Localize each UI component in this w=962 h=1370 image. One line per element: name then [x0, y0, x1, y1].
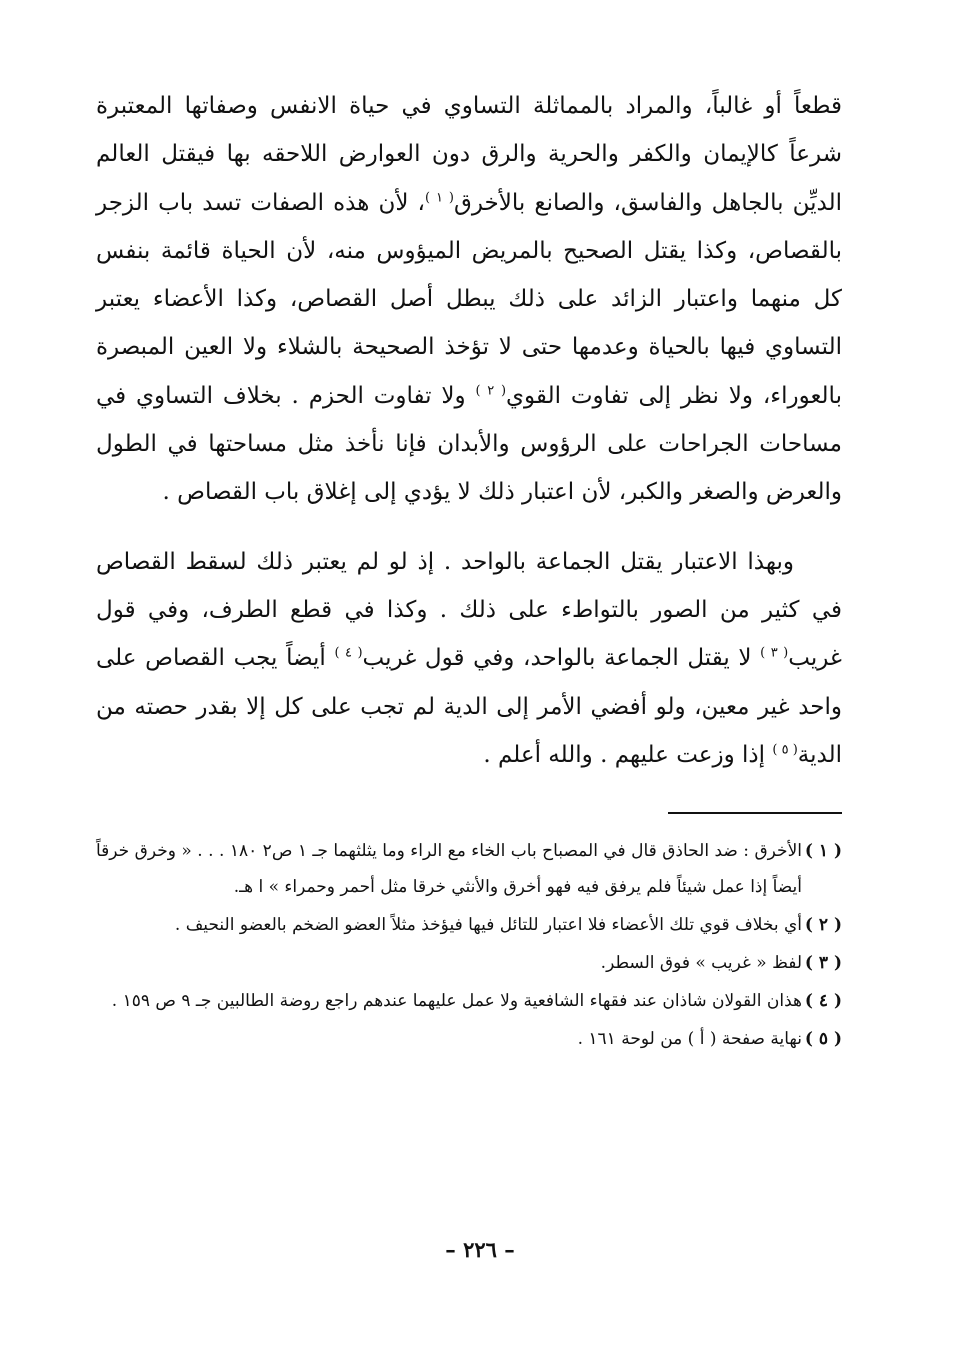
- footnotes: [96, 833, 842, 1059]
- paragraph-1-continued: ، لأن هذه الصفات تسد باب الزجر بالقصاص، وكذا يقتل الصحيح بالمريض الميؤوس منه، لأن الحياة قائمة بنفس كل منهما واعتبار الزائد على ذلك يبطل أصل القصاص، وكذا الأعضاء يعتبر التساوي فيها بالحياة وعدمها حتى لا تؤخذ الصحيحة بالشلاء ولا العين المبصرة بالعوراء، ولا نظر إلى تفاوت القوي: [96, 189, 842, 409]
- footnote-number: ( ٣ ): [804, 953, 842, 973]
- footnote-number: ( ١ ): [804, 841, 842, 861]
- footnote-number: ( ٤ ): [804, 991, 842, 1011]
- footnote-number: ( ٢ ): [804, 915, 842, 935]
- paragraph-2-continued: لا يقتل الجماعة بالواحد، وفي قول غريب: [362, 645, 761, 672]
- paragraph-1-text: قطعاً أو غالباً، والمراد بالمماثلة التساوي في حياة الانفس وصفاتها المعتبرة شرعاً كالإيمان والكفر والحرية والرق دون العوارض اللاحقه بها فيقتل العالم الديِّن بالجاهل والفاسق، والصانع بالأخرق: [96, 93, 842, 216]
- footnote-ref-5: ( ٥ ): [772, 742, 798, 758]
- footnote-text: الأخرق : ضد الحاذق قال في المصباح باب الخاء مع الراء وما يثلثهما جـ ١ ص٢ ١٨٠ . . . « وخرق خرقاً أيضاً إذا عمل شيئاً فلم يرفق فيه فهو أخرق والأنثي خرقا مثل أحمر وحمراء » ا هـ.: [96, 841, 802, 897]
- footnote-2: [96, 907, 842, 943]
- footnote-ref-2: ( ٢ ): [475, 383, 507, 399]
- footnote-number: ( ٥ ): [804, 1029, 842, 1049]
- footnote-text: لفظ « غريب » فوق السطر.: [600, 953, 802, 973]
- page-number: – ٢٢٦ –: [445, 1237, 515, 1262]
- footnote-text: هذان القولان شاذان عند فقهاء الشافعية ولا عمل عليهما عندهم راجع روضة الطالبين جـ ٩ ص ١٥٩ .: [111, 991, 802, 1011]
- footnote-text: أي بخلاف قوي تلك الأعضاء فلا اعتبار للتائل فيها فيؤخذ مثلاً العضو الضخم بالعضو النحيف .: [174, 915, 802, 935]
- paragraph-2-end: إذا وزعت عليهم . والله أعلم .: [483, 741, 773, 768]
- footnote-separator: [668, 812, 842, 814]
- main-text: [96, 82, 842, 779]
- footnote-4: [96, 983, 842, 1019]
- footnote-3: [96, 945, 842, 981]
- footnote-ref-1: ( ١ ): [424, 189, 454, 205]
- footnote-ref-3: ( ٣ ): [760, 645, 789, 661]
- paragraph-2: [96, 538, 842, 779]
- paragraph-1-end: ولا تفاوت الحزم . بخلاف التساوي في مساحات الجراحات على الرؤوس والأبدان فإنا نأخذ مثل مساحتها في الطول والعرض والصغر والكبر، لأن اعتبار ذلك لا يؤدي إلى إغلاق باب القصاص .: [96, 382, 842, 506]
- paragraph-2-continued-2: أيضاً يجب القصاص على واحد غير معين، ولو أفضي الأمر إلى الدية لم تجب على كل إلا بقدر حصته من الدية: [96, 645, 842, 768]
- footnote-text: نهاية صفحة ( أ ) من لوحة ١٦١ .: [577, 1029, 802, 1049]
- paragraph-1: [96, 82, 842, 517]
- footnote-1: [96, 833, 842, 905]
- paragraph-2-text: وبهذا الاعتبار يقتل الجماعة بالواحد . إذ لو لم يعتبر ذلك لسقط القصاص في كثير من الصور بالتواطء على ذلك . وكذا في قطع الطرف، وفي قول غريب: [96, 548, 842, 672]
- footnote-5: [96, 1021, 842, 1057]
- footnote-ref-4: ( ٤ ): [334, 645, 363, 661]
